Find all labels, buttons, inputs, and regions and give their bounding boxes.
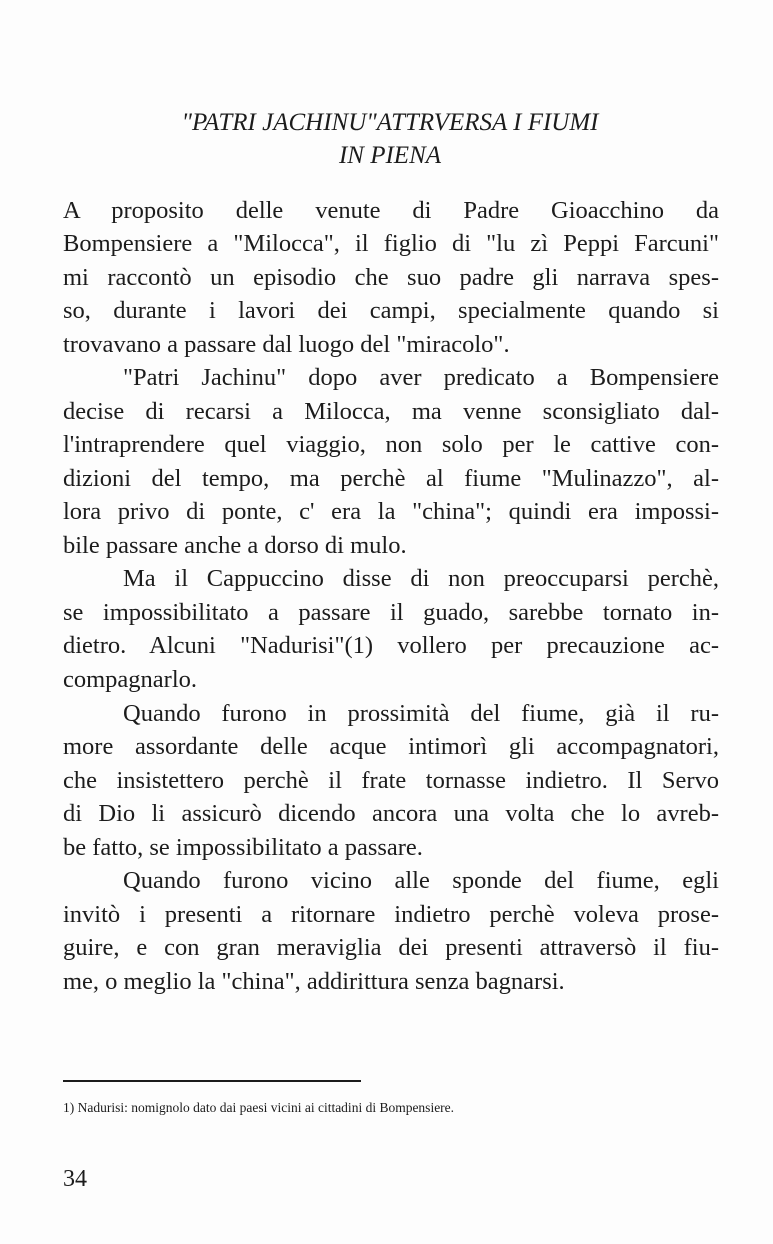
body-line: di Dio li assicurò dicendo ancora una volta che lo avreb- (63, 800, 719, 827)
body-line: trovavano a passare dal luogo del "miracolo". (63, 331, 510, 358)
body-line: so, durante i lavori dei campi, specialmente quando si (63, 297, 719, 324)
chapter-title-line-2: IN PIENA (338, 142, 442, 169)
body-line: me, o meglio la "china", addirittura senza bagnarsi. (63, 968, 565, 995)
body-line: lora privo di ponte, c' era la "china"; quindi era impossi- (63, 498, 719, 525)
body-line: be fatto, se impossibilitato a passare. (63, 834, 423, 861)
body-line: compagnarlo. (63, 666, 198, 693)
body-line: mi raccontò un episodio che suo padre gli narrava spes- (63, 264, 719, 291)
body-line: Quando furono in prossimità del fiume, già il ru- (123, 700, 719, 727)
body-line: invitò i presenti a ritornare indietro perchè voleva prose- (63, 901, 719, 928)
footnote: 1) Nadurisi: nomignolo dato dai paesi vicini ai cittadini di Bompensiere. (63, 1100, 455, 1115)
body-line: "Patri Jachinu" dopo aver predicato a Bompensiere (123, 364, 719, 391)
page-number: 34 (63, 1166, 87, 1192)
footnote-divider (63, 1080, 361, 1082)
body-line: dietro. Alcuni "Nadurisi"(1) vollero per precauzione ac- (63, 632, 719, 659)
body-line: guire, e con gran meraviglia dei presenti attraversò il fiu- (63, 934, 719, 961)
body-line: Ma il Cappuccino disse di non preoccuparsi perchè, (123, 565, 719, 592)
body-line: se impossibilitato a passare il guado, sarebbe tornato in- (63, 599, 719, 626)
body-line: che insistettero perchè il frate tornasse indietro. Il Servo (63, 767, 719, 794)
body-line: bile passare anche a dorso di mulo. (63, 532, 407, 559)
chapter-title-line-1: "PATRI JACHINU"ATTRVERSA I FIUMI (181, 109, 599, 136)
body-line: A proposito delle venute di Padre Gioacchino da (63, 197, 719, 224)
body-line: more assordante delle acque intimorì gli accompagnatori, (63, 733, 719, 760)
body-line: l'intraprendere quel viaggio, non solo per le cattive con- (63, 431, 719, 458)
body-line: Bompensiere a "Milocca", il figlio di "lu zì Peppi Farcuni" (63, 230, 719, 257)
body-line: decise di recarsi a Milocca, ma venne sconsigliato dal- (63, 398, 719, 425)
body-line: Quando furono vicino alle sponde del fiume, egli (123, 867, 719, 894)
body-line: dizioni del tempo, ma perchè al fiume "Mulinazzo", al- (63, 465, 719, 492)
